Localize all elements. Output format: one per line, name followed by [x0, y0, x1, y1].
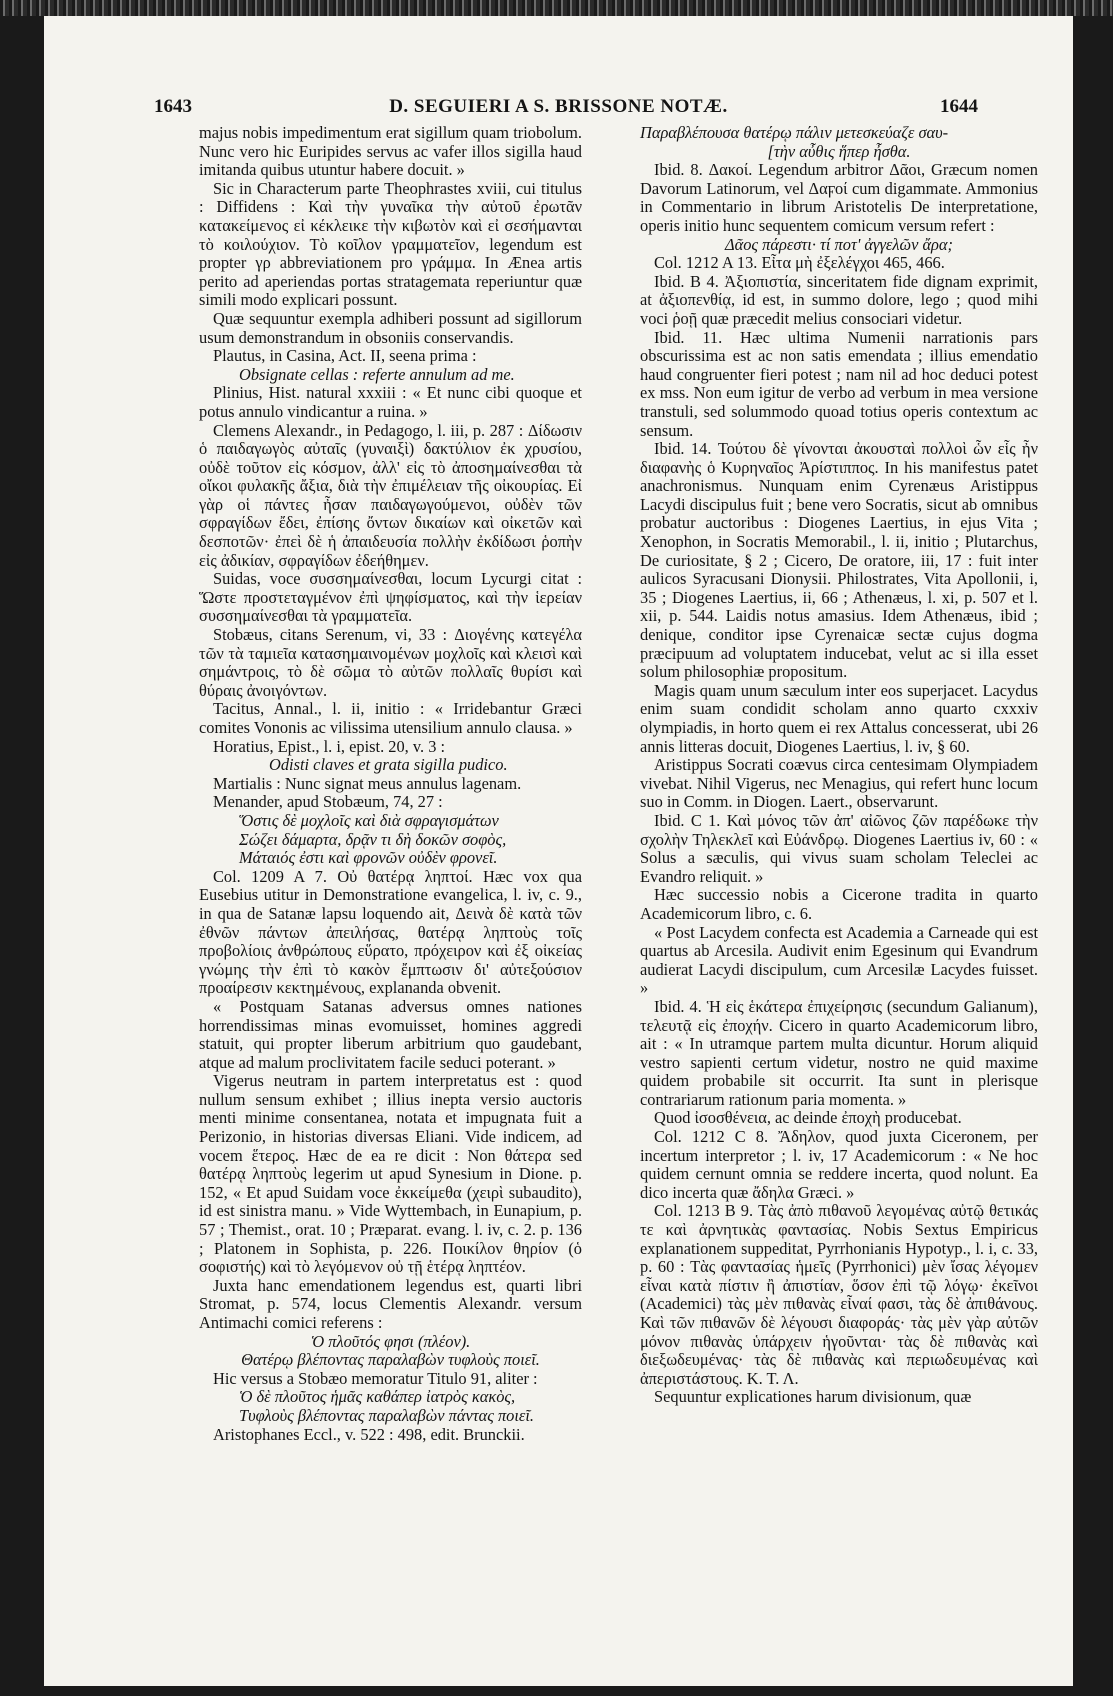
right-paragraph: Παραβλέπουσα θατέρῳ πάλιν μετεσκεύαζε σαυ- [640, 123, 949, 142]
left-paragraph: Plinius, Hist. natural xxxiii : « Et nunc cibi quoque et potus annulo vindicantur a ruina. » [199, 383, 582, 421]
left-paragraph: « Postquam Satanas adversus omnes nationes horrendissimas minas evomuisset, homines aggredi statuit, qui propter liberum arbitrium quo gaudebant, atque ad malum proclivitatem facile seduci poterant. » [199, 996, 582, 1072]
left-paragraph: Stobæus, citans Serenum, vi, 33 : Διογένης κατεγέλα τῶν τὰ ταμιεῖα κατασημαινομένων μοχλοῖς καὶ κλεισὶ καὶ σημάντροις, τὸ δὲ σῶμα τὸ αὐτῶν πολλαῖς θυρίσι καὶ θύραις ἀνοιγόντων. [199, 625, 582, 700]
right-paragraph: Col. 1213 B 9. Τὰς ἀπὸ πιθανοῦ λεγομένας αὐτῷ θετικάς τε καὶ ἀρνητικὰς φαντασίας. Nobis Sextus Empiricus explanationem suppeditat, Pyrrhonianis Hypotyp., l. i, c. 33, p. 60 : Τὰς φαντασίας ἡμεῖς (Pyrrhonici) μὲν ἴσας λέγομεν εἶναι κατὰ πίστιν ἢ ἀπιστίαν, ὅσον ἐπὶ τῷ λόγῳ· ἐκεῖνοι (Academici) τὰς μὲν πιθανὰς εἶναί φασι, τὰς δὲ ἀπιθάνους. Καὶ τῶν πιθανῶν δὲ λέγουσι διαφοράς· τὰς μὲν γὰρ αὐτῶν μόνον πιθανὰς ὑπάρχειν ἡγοῦνται· τὰς δὲ πιθανὰς καὶ διεξωδευμένας· τὰς δὲ πιθανὰς καὶ περιωδευμένας καὶ ἀπεριστάστους. Κ. Τ. Λ. [640, 1201, 1038, 1388]
book-page [44, 16, 1073, 1686]
right-paragraph: Hæc successio nobis a Cicerone tradita in quarto Academicorum libro, c. 6. [640, 885, 1038, 923]
right-paragraph: Col. 1212 A 13. Εἶτα μὴ ἐξελέγχοι 465, 466. [654, 253, 945, 273]
left-paragraph: Θατέρῳ βλέποντας παραλαβὼν τυφλοὺς ποιεῖ. [241, 1350, 540, 1370]
left-paragraph: Obsignate cellas : referte annulum ad me. [239, 364, 515, 384]
right-paragraph: Ibid. 14. Τούτου δὲ γίνονται ἀκουσταὶ πολλοὶ ὧν εἷς ἦν διαφανὴς ὁ Κυρηναῖος Ἀρίστιππος. In his manifestus patet anachronismus. Nunquam enim Cyrenæus Aristippus Lacydi discipulus fuit ; bene vero Socratis, sicut ab omnibus probatur auctoribus : Diogenes Laertius, in ejus Vita ; Xenophon, in Socratis Memorabil., l. ii, initio ; Plutarchus, De curiositate, § 2 ; Cicero, De oratore, iii, 17 : fuit inter aulicos Syracusani Dionysii. Philostrates, Vita Apollonii, i, 35 ; Diogenes Laertius, ii, 66 ; Athenæus, l. xi, p. 507 et l. xii, p. 544. Laidis notus amasius. Idem Athenæus, ibid ; denique, conditor ipse Cyrenaicæ sectæ cujus dogma præcipuum ad voluptatem inducebat, velut ac si illa esset solum philosophiæ propositum. [640, 439, 1038, 682]
right-paragraph: Aristippus Socrati coævus circa centesimam Olympiadem vivebat. Nihil Vigerus, nec Menagius, qui refert hunc locum suo in Comm. in Diogen. Laert., observarunt. [640, 755, 1038, 812]
right-paragraph: Col. 1212 C 8. Ἄδηλον, quod juxta Ciceronem, per incertum interpretor ; l. iv, 17 Academicorum : « Ne hoc quidem cernunt omnia se reddere incerta, quod nolunt. Ea dico incerta quæ ἄδηλα Græci. » [640, 1127, 1038, 1202]
right-column [640, 124, 1038, 1407]
left-paragraph: Ὁ πλοῦτός φησι (πλέον). [310, 1331, 471, 1351]
left-paragraph: Hic versus a Stobæo memoratur Titulo 91, aliter : [213, 1368, 538, 1388]
left-paragraph: Ὅστις δὲ μοχλοῖς καὶ διὰ σφραγισμάτων [239, 810, 499, 830]
left-paragraph: Aristophanes Eccl., v. 522 : 498, edit. Brunckii. [213, 1424, 525, 1444]
running-head: D. SEGUIERI A S. BRISSONE NOTÆ. [389, 96, 728, 117]
right-paragraph: « Post Lacydem confecta est Academia a Carneade qui est quartus ab Arcesila. Audivit enim Egesinum qui Evandrum audierat Lacydi discipulum, cum Arcesilæ Lacydes fuisset. » [640, 922, 1038, 998]
left-paragraph: Tacitus, Annal., l. ii, initio : « Irridebantur Græci comites Vononis ac vilissima utensilium annulo clausa. » [199, 699, 582, 737]
left-column [199, 124, 582, 1444]
left-paragraph: Plautus, in Casina, Act. II, seena prima : [213, 346, 477, 366]
left-paragraph: Juxta hanc emendationem legendus est, quarti libri Stromat, p. 574, locus Clementis Alexandr. versum Antimachi comici referens : [199, 1275, 582, 1332]
right-paragraph: Ibid. 11. Hæc ultima Numenii narrationis pars obscurissima est ac non satis emendata ; illius emendatio haud congruenter fieri potest ; nam nil ad hoc deduci potest ex mss. Non eum igitur de verbo ad verbum in mea versione transtuli, sed solummodo quoad totius operis contextum ac sensum. [640, 327, 1038, 440]
left-paragraph: Τυφλοὺς βλέποντας παραλαβὼν πάντας ποιεῖ. [239, 1405, 535, 1425]
left-paragraph: Clemens Alexandr., in Pedagogo, l. iii, p. 287 : Δίδωσιν ὁ παιδαγωγὸς αὐταῖς (γυναιξὶ) δακτύλιον ἐκ χρυσίου, οὐδὲ τοῦτον εἰς κόσμον, ἀλλ' εἰς τὸ ἀποσημαίνεσθαι τὰ οἴκοι φυλακῆς ἄξια, διὰ τὴν ἐπιμέλειαν τῆς οἰκουρίας. Εἰ γὰρ οἱ πάντες ἦσαν παιδαγωγούμενοι, οὐδὲν τῶν σφραγίδων ἔδει, ἐπίσης ὄντων δικαίων καὶ οἰκετῶν καὶ δεσποτῶν· ἐπεὶ δὲ ἡ ἀπαιδευσία πολλὴν ἐκδίδωσι ῥοπὴν εἰς ἀδικίαν, σφραγίδων ἐδεήθημεν. [199, 420, 582, 570]
right-paragraph: Ibid. C 1. Καὶ μόνος τῶν ἀπ' αἰῶνος ζῶν παρέδωκε τὴν σχολὴν Τηλεκλεῖ καὶ Εὐάνδρῳ. Diogenes Laertius iv, 60 : « Solus a sæculis, qui vivus suam scholam Teleclei ac Evandro reliquit. » [640, 810, 1038, 886]
right-paragraph: Quod ἰσοσθένεια, ac deinde ἐποχὴ producebat. [654, 1108, 962, 1128]
right-paragraph: Δᾶος πάρεστι· τί ποτ' ἀγγελῶν ἄρα; [725, 234, 953, 254]
right-paragraph: Ibid. 8. Δακοί. Legendum arbitror Δᾶοι, Græcum nomen Davorum Latinorum, vel Δαϝοί cum digammate. Ammonius in Commentario in librum Aristotelis De interpretatione, operis initio hunc sequentem comicum versum refert : [640, 160, 1038, 235]
right-paragraph: Ibid. 4. Ἡ εἰς ἑκάτερα ἐπιχείρησις (secundum Galianum), τελευτᾷ εἰς ἐποχήν. Cicero in quarto Academicorum libro, ait : « In utramque partem multa dicuntur. Horum aliquid vestro sapienti certum videtur, nostro ne quid maxime quidem probabile sit occurrit. Ita sunt in plerisque contrariarum rationum paria momenta. » [640, 996, 1038, 1109]
left-paragraph: Vigerus neutram in partem interpretatus est : quod nullum sensum exhibet ; illius inepta versio auctoris menti minime consentanea, notata et impugnata fuit a Perizonio, in historias diversas Eliani. Vide indicem, ad vocem ἕτερος. Hæc de ea re dicit : Non θάτερα sed θατέρᾳ ληπτοὺς legerim ut apud Synesium in Dione. p. 152, « Et apud Suidam voce ἐκκείμεθα (χειρὶ subaudito), id est sinistra manu. » Vide Wyttembach, in Eunapium, p. 57 ; Themist., orat. 10 ; Præparat. evang. l. iv, c. 2. p. 136 ; Platonem in Sophista, p. 226. Ποικίλον θηρίον (ὁ σοφιστής) καὶ τὸ λεγόμενον οὐ τῇ ἑτέρᾳ ληπτέον. [199, 1071, 582, 1277]
left-paragraph: Quæ sequuntur exempla adhiberi possunt ad sigillorum usum demonstrandum in obsoniis conservandis. [199, 308, 582, 347]
left-paragraph: Suidas, voce συσσημαίνεσθαι, locum Lycurgi citat : Ὥστε προστεταγμένον ἐπὶ ψηφίσματος, καὶ τὴν ἱερείαν συσσημαίνεσθαι τὰ γραμματεῖα. [199, 569, 582, 626]
left-paragraph: majus nobis impedimentum erat sigillum quam triobolum. Nunc vero hic Euripides servus ac vafer illos sigilla haud imitanda quibus utuntur habere docuit. » [199, 123, 582, 180]
left-paragraph: Odisti claves et grata sigilla pudico. [269, 755, 508, 775]
right-paragraph: Magis quam unum sæculum inter eos superjacet. Lacydus enim suam condidit scholam anno quarto cxxxiv olympiadis, in horto quem ei rex Attalus concesserat, ubi 26 annis litteras docuit, Diogenes Laertius, l. iv, § 60. [640, 680, 1038, 756]
page-number-right: 1644 [940, 96, 978, 117]
left-paragraph: Sic in Characterum parte Theophrastes xviii, cui titulus : Diffidens : Καὶ τὴν γυναῖκα τὴν αὐτοῦ ἐρωτᾶν κατακείμενος εἰ κέκλεικε τὴν κιβωτὸν καὶ εἰ σεσήμανται τὸ κοιλούχιον. Τὸ κοῖλον γραμματεῖον, legendum est propter γρ abbreviationem pro γράμμα. In Æneа artis perito ad aperiendas portas stratagemata reperiuntur quæ simili modo explicari possunt. [199, 178, 582, 310]
page-number-left: 1643 [154, 96, 192, 117]
page-header [44, 96, 1073, 120]
left-paragraph: Ὁ δὲ πλοῦτος ἡμᾶς καθάπερ ἰατρὸς κακὸς, [239, 1387, 516, 1407]
left-paragraph: Σώζει δάμαρτα, δρᾷν τι δὴ δοκῶν σοφὸς, [239, 829, 507, 849]
left-paragraph: Col. 1209 A 7. Οὐ θατέρᾳ ληπτοί. Hæc vox qua Eusebius utitur in Demonstratione evangelica, l. iv, c. 9., in qua de Satanæ lapsu loquendo ait, Δεινὰ δὲ κατὰ τῶν ἐθνῶν πάντων ἀπειλήσας, θατέρᾳ ληπτοὺς τοῖς προβολίοις ἀνθρώπους εὕρατο, πρόχειρον καὶ ἐξ οἰκείας γνώμης τὴν ἐπὶ τὸ κακὸν ἔμπτωσιν δι' αὐτεξούσιον προαίρεσιν κεκτημένους, explananda obvenit. [199, 866, 582, 998]
scan-top-edge [0, 0, 1113, 16]
left-paragraph: Martialis : Nunc signat meus annulus lagenam. [213, 773, 522, 793]
left-paragraph: Menander, apud Stobæum, 74, 27 : [213, 792, 443, 812]
left-paragraph: Μάταιός ἐστι καὶ φρονῶν οὐδὲν φρονεῖ. [239, 848, 498, 868]
left-paragraph: Horatius, Epist., l. i, epist. 20, v. 3 : [213, 736, 446, 756]
right-paragraph: Ibid. B 4. Ἀξιοπιστία, sinceritatem fide dignam exprimit, at ἀξιοπενθίᾳ, id est, in summo dolore, lego ; quod mihi voci ῥοῇ quæ præcedit melius consociari videtur. [640, 271, 1038, 328]
right-paragraph: Sequuntur explicationes harum divisionum, quæ [654, 1387, 972, 1407]
right-paragraph: [τὴν αὖθις ἥπερ ἦσθα. [767, 141, 911, 161]
